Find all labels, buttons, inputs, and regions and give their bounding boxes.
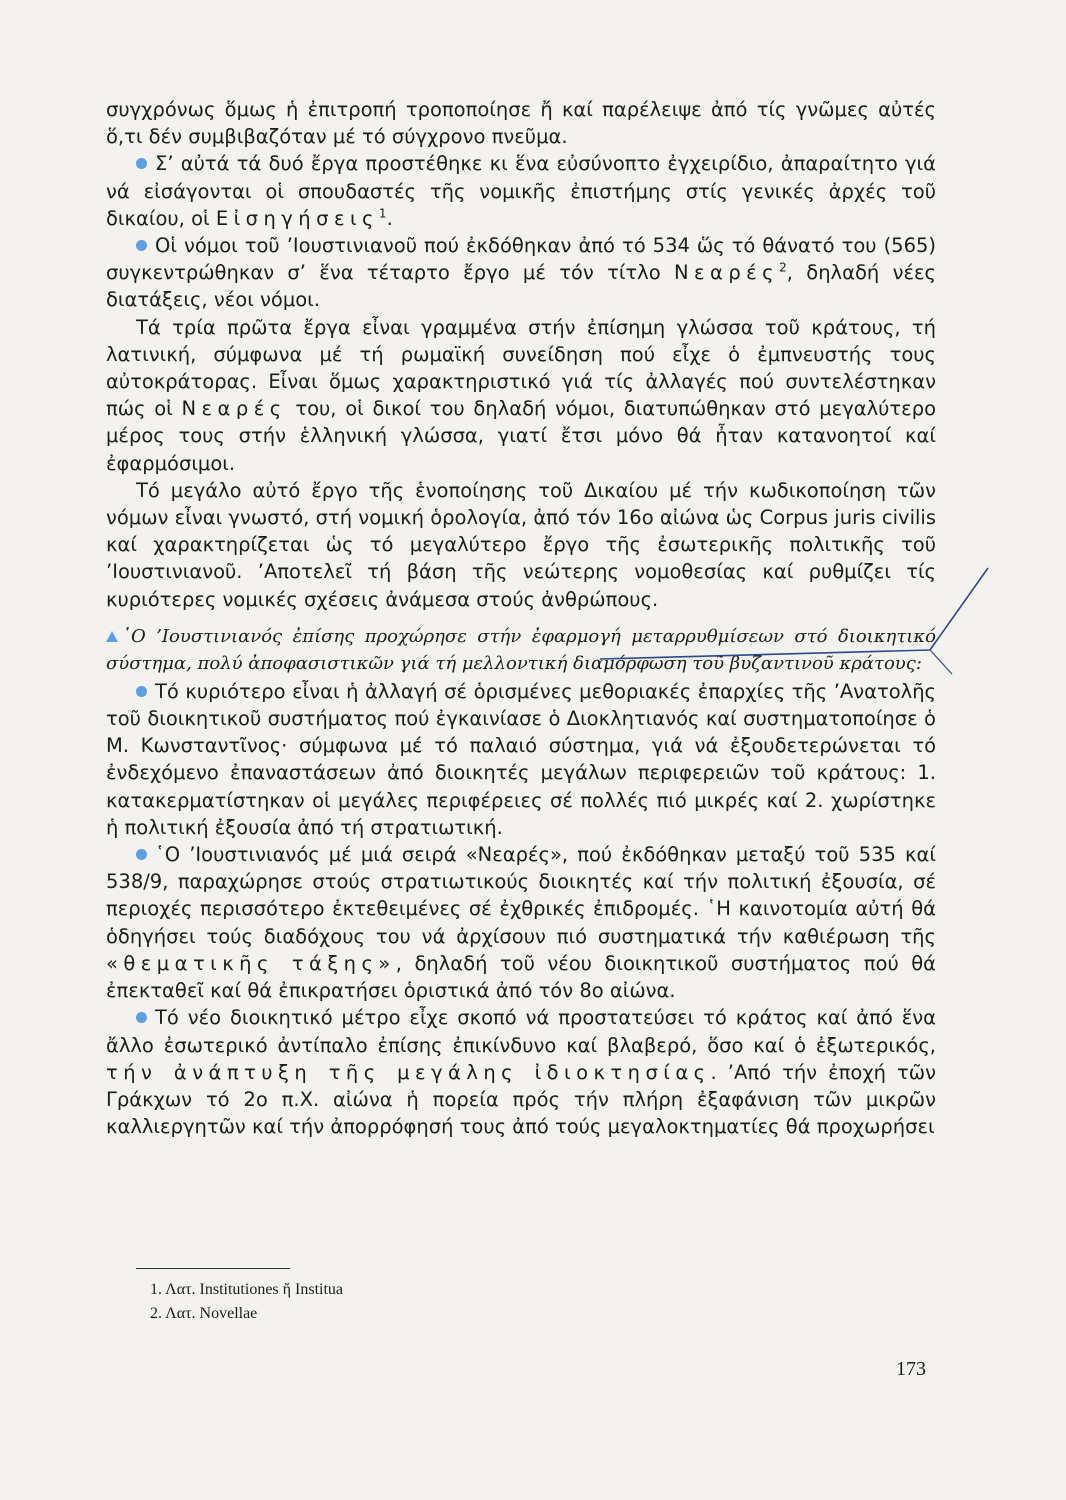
bullet-icon [136, 686, 147, 697]
text: Τό μεγάλο αὐτό ἔργο τῆς ἑνοποίησης τοῦ Δικαίου μέ τήν κωδικοποίηση τῶν νόμων εἶναι γνωστό, στή νομική ὁρολογία, ἀπό τόν 16ο αἰώνα ὡς Corpus juris civilis καί χαρακτηρίζεται ὡς τό μεγαλύτερο ἔργο τῆς ἐσωτερικῆς πολιτικῆς τοῦ ’Ιουστινιανοῦ. ’Αποτελεῖ τή βάση τῆς νεώτερης νομοθεσίας καί ρυθμίζει τίς κυριότερες νομικές σχέσεις ἀνάμεσα στούς ἀνθρώπους. [106, 478, 936, 611]
text: του, οἱ δικοί του δηλαδή νόμοι, διατυπώθηκαν στό μεγαλύτερο μέρος τους στήν ἑλληνική γλώσσα, γιατί ἔτσι μόνο θά ἦταν κατανοητοί καί ἐφαρμόσιμοι. [106, 397, 937, 475]
text: ῾Ο ’Ιουστινιανός μέ μιά σειρά «Νεαρές», πού ἐκδόθηκαν μεταξύ τοῦ 535 καί 538/9, παραχώρησε στούς στρατιωτικούς διοικητές καί τήν πολιτική ἐξουσία, σέ περιοχές περισσότερο ἐκτεθειμένες σέ ἐχθρικές ἐπιδρομές. ῾Η καινοτομία αὐτή θά ὁδηγήσει τούς διαδόχους του νά ἀρχίσουν πιό συστηματικά τήν καθιέρωση τῆς [106, 843, 936, 948]
text: . [386, 206, 393, 230]
footnote-1: 1. Λατ. Institutiones ἤ Institua [150, 1281, 343, 1298]
bullet-icon [136, 158, 147, 169]
page-number: 173 [896, 1358, 926, 1380]
paragraph-2 [106, 150, 936, 232]
text: Τό κυριότερο εἶναι ἡ ἀλλαγή σέ ὁρισμένες μεθοριακές ἐπαρχίες τῆς ’Ανατολῆς τοῦ διοικητικοῦ συστήματος πού ἐγκαινίασε ὁ Διοκλητιανός καί συστηματοποίησε ὁ Μ. Κωνσταντῖνος· σύμφωνα μέ τό παλαιό σύστημα, γιά νά ἐξουδετερώνεται τό ἐνδεχόμενο ἐπαναστάσεων ἀπό διοικητές μεγάλων περιφερειῶν τοῦ κράτους: 1. κατακερματίστηκαν οἱ μεγάλες περιφέρειες σέ πολλές πιό μικρές καί 2. χωρίστηκε ἡ πολιτική ἐξουσία ἀπό τή στρατιωτική. [106, 679, 936, 839]
paragraph-8 [106, 841, 936, 1004]
spaced-term: τήν ἀνάπτυξη τῆς μεγάλης ἰδιοκτησίας [106, 1060, 711, 1084]
spaced-term: Εἰσηγήσεις [215, 206, 379, 230]
text: . ’Από τήν ἐποχή τῶν Γράκχων τό 2ο π.Χ. αἰώνα ἡ πορεία πρός τήν πλήρη ἐξαφάνιση τῶν μικρῶν καλλιεργητῶν καί τήν ἀπορρόφησή τους ἀπό τούς μεγαλοκτηματίες θά προχωρήσει [106, 1060, 936, 1139]
text: , δηλαδή νέες διατάξεις, νέοι νόμοι. [106, 261, 936, 312]
footnote-ref-2: 2 [779, 260, 787, 275]
text: Σ’ αὐτά τά δυό ἔργα προστέθηκε κι ἕνα εὐσύνοπτο ἐγχειρίδιο, ἀπαραίτητο γιά νά εἰσάγονται οἱ σπουδαστές τῆς νομικῆς ἐπιστήμης στίς γενικές ἀρχές τοῦ δικαίου, οἱ [106, 152, 936, 230]
paragraph-5 [106, 477, 936, 613]
italic-intro [106, 623, 936, 678]
spaced-term: «θεματικῆς τάξης» [106, 951, 396, 975]
text: συγχρόνως ὅμως ἡ ἐπιτροπή τροποποίησε ἤ καί παρέλειψε ἀπό τίς γνῶμες αὐτές ὅ,τι δέν συμβιβαζόταν μέ τό σύγχρονο πνεῦμα. [106, 98, 936, 149]
text: Οἱ νόμοι τοῦ ’Ιουστινιανοῦ πού ἐκδόθηκαν ἀπό τό 534 ὥς τό θάνατό του (565) συγκεντρώθηκαν σ’ ἕνα τέταρτο ἔργο μέ τόν τίτλο [106, 234, 936, 285]
paragraph-9 [106, 1004, 936, 1140]
text: Τά τρία πρῶτα ἔργα εἶναι γραμμένα στήν ἐπίσημη γλώσσα τοῦ κράτους, τή λατινική, σύμφωνα μέ τή ρωμαϊκή συνείδηση πού εἶχε ὁ ἐμπνευστής τους αὐτοκράτορας. Εἶναι ὅμως χαρακτηριστικό γιά τίς ἀλλαγές πού συντελέστηκαν πώς οἱ [106, 315, 936, 421]
spaced-term: Νεαρές [673, 261, 780, 285]
paragraph-3 [106, 232, 936, 314]
page-body [106, 96, 936, 1140]
triangle-icon [106, 631, 118, 642]
paragraph-4 [106, 314, 936, 477]
footnote-rule [136, 1268, 290, 1269]
paragraph-7 [106, 678, 936, 841]
text: Τό νέο διοικητικό μέτρο εἶχε σκοπό νά προστατεύσει τό κράτος καί ἀπό ἕνα ἄλλο ἐσωτερικό ἀντίπαλο ἐπίσης ἐπικίνδυνο καί βλαβερό, ὅσο καί ὁ ἐξωτερικός, [106, 1006, 936, 1057]
text: ῾Ο ’Ιουστινιανός ἐπίσης προχώρησε στήν ἐφαρμογή μεταρρυθμίσεων στό διοικητικό σύστημα, πολύ ἀποφασιστικῶν γιά τή μελλοντική διαμόρφωση τοῦ βυζαντινοῦ κράτους: [106, 625, 936, 675]
spaced-term: Νεαρές [181, 397, 287, 421]
bullet-icon [136, 849, 147, 860]
footnote-ref-1: 1 [378, 206, 387, 221]
footnote-2: 2. Λατ. Novellae [150, 1305, 258, 1322]
paragraph-1 [106, 96, 936, 150]
bullet-icon [136, 1012, 147, 1023]
text: , δηλαδή τοῦ νέου διοικητικοῦ συστήματος πού θά ἐπεκταθεῖ καί θά ἐπικρατήσει ὁριστικά ἀπό τόν 8ο αἰώνα. [106, 951, 936, 1003]
bullet-icon [136, 240, 147, 251]
